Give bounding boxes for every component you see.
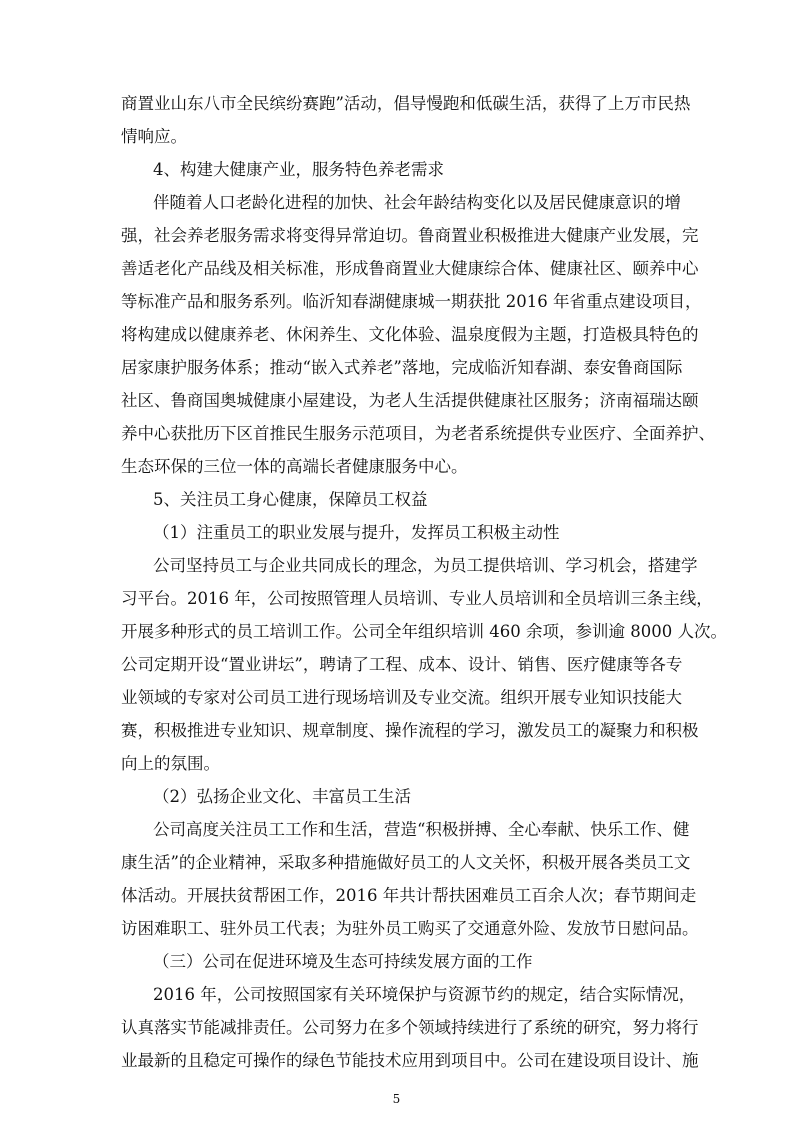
paragraph-line: 公司坚持员工与企业共同成长的理念，为员工提供培训、学习机会，搭建学 [153,556,698,575]
paragraph-line: 情响应。 [121,127,187,146]
paragraph-line: 居家康护服务体系；推动“嵌入式养老”落地，完成临沂知春湖、泰安鲁商国际 [121,358,683,377]
paragraph-line: 将构建成以健康养老、休闲养生、文化体验、温泉度假为主题，打造极具特色的 [121,325,699,344]
paragraph-line: 向上的氛围。 [121,754,220,773]
paragraph-line: 养中心获批历下区首推民生服务示范项目，为老者系统提供专业医疗、全面养护、 [121,424,715,443]
subsection-heading: （2）弘扬企业文化、丰富员工生活 [153,787,411,806]
paragraph-line: 公司定期开设“置业讲坛”，聘请了工程、成本、设计、销售、医疗健康等各专 [121,655,683,674]
subsection-heading: （1）注重员工的职业发展与提升，发挥员工积极主动性 [153,523,560,542]
paragraph-line: 强，社会养老服务需求将变得异常迫切。鲁商置业积极推进大健康产业发展，完 [121,226,699,245]
paragraph-line: 公司高度关注员工工作和生活，营造“积极拼搏、全心奉献、快乐工作、健 [153,820,690,839]
paragraph-line: 体活动。开展扶贫帮困工作，2016 年共计帮扶困难员工百余人次；春节期间走 [121,886,697,905]
paragraph-line: 生态环保的三位一体的高端长者健康服务中心。 [121,457,468,476]
paragraph-line: 开展多种形式的员工培训工作。公司全年组织培训 460 余项，参训逾 8000 人次。 [121,622,727,641]
paragraph-line: 认真落实节能减排责任。公司努力在多个领域持续进行了系统的研究，努力将行 [121,1018,699,1037]
paragraph-line: 商置业山东八市全民缤纷赛跑”活动，倡导慢跑和低碳生活，获得了上万市民热 [121,94,691,113]
section-heading: 4、构建大健康产业，服务特色养老需求 [153,160,444,179]
paragraph-line: 访困难职工、驻外员工代表；为驻外员工购买了交通意外险、发放节日慰问品。 [121,919,699,938]
page-number: 5 [392,1092,401,1106]
paragraph-line: 伴随着人口老龄化进程的加快、社会年龄结构变化以及居民健康意识的增 [153,193,681,212]
paragraph-line: 康生活”的企业精神，采取多种措施做好员工的人文关怀，积极开展各类员工文 [121,853,691,872]
paragraph-line: 习平台。2016 年，公司按照管理人员培训、专业人员培训和全员培训三条主线， [121,589,713,608]
paragraph-line: 2016 年，公司按照国家有关环境保护与资源节约的规定，结合实际情况， [153,985,696,1004]
paragraph-line: 业领域的专家对公司员工进行现场培训及专业交流。组织开展专业知识技能大 [121,688,682,707]
section-heading: 5、关注员工身心健康，保障员工权益 [153,490,428,509]
section-heading: （三）公司在促进环境及生态可持续发展方面的工作 [153,952,533,971]
paragraph-line: 社区、鲁商国奥城健康小屋建设，为老人生活提供健康社区服务；济南福瑞达颐 [121,391,699,410]
paragraph-line: 赛，积极推进专业知识、规章制度、操作流程的学习，激发员工的凝聚力和积极 [121,721,699,740]
paragraph-line: 等标准产品和服务系列。临沂知春湖健康城一期获批 2016 年省重点建设项目， [121,292,702,311]
paragraph-line: 善适老化产品线及相关标准，形成鲁商置业大健康综合体、健康社区、颐养中心 [121,259,699,278]
paragraph-line: 业最新的且稳定可操作的绿色节能技术应用到项目中。公司在建设项目设计、施 [121,1051,699,1070]
